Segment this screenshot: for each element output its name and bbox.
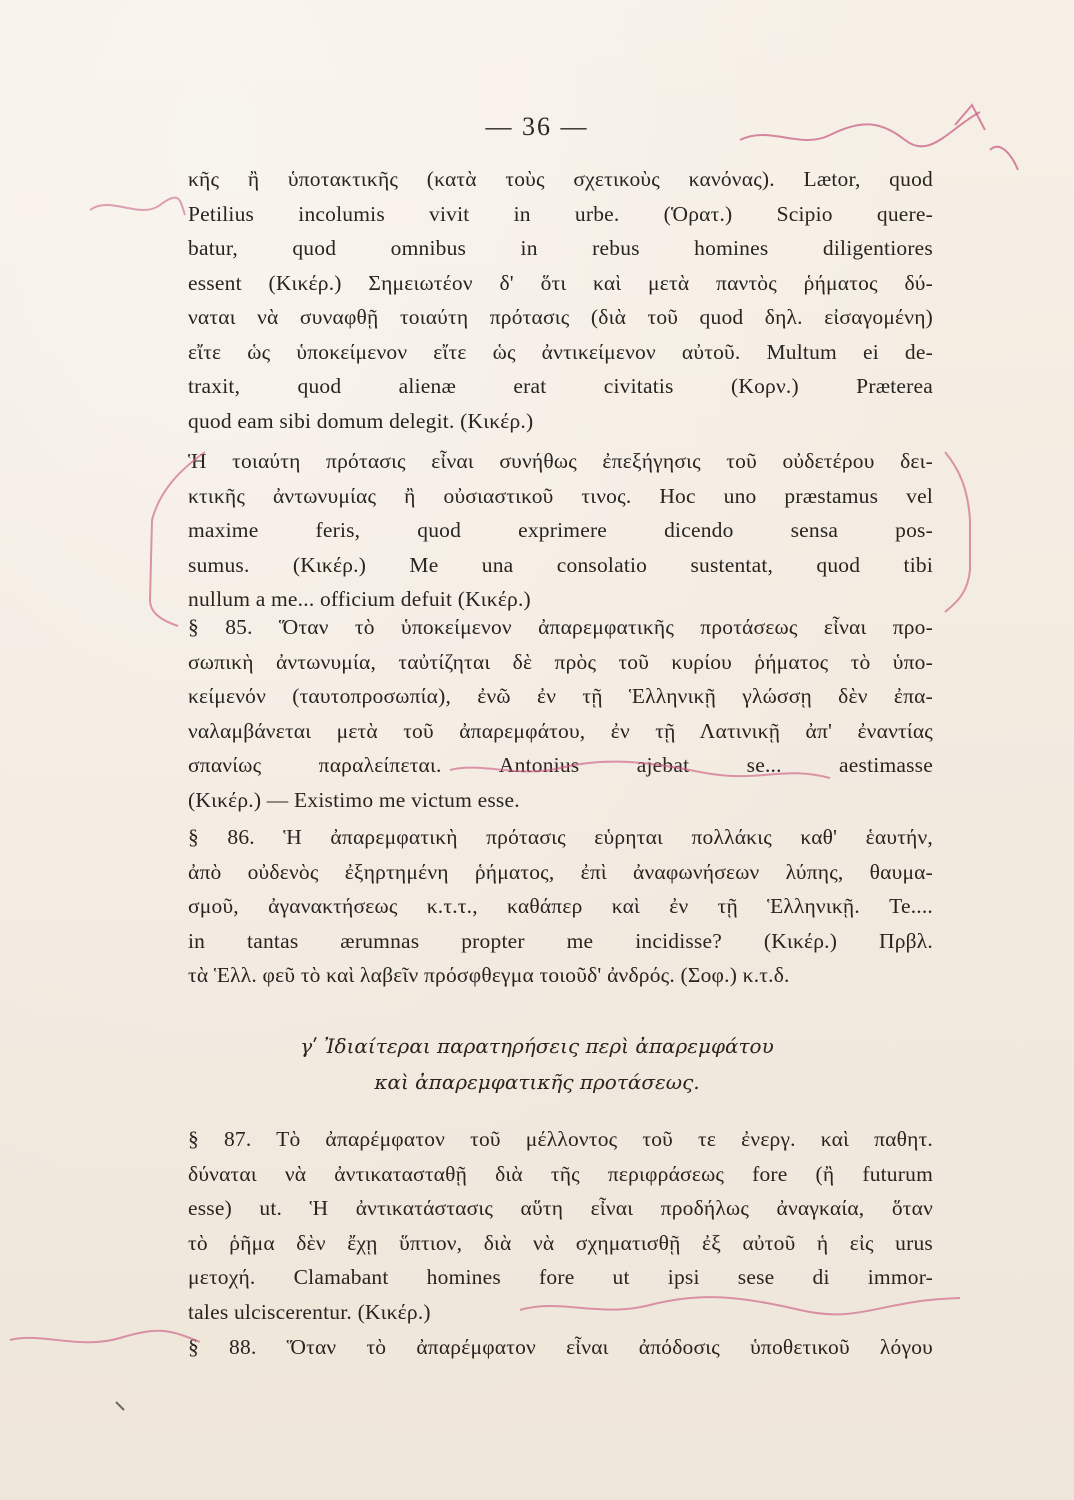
text-line: μετοχή. Clamabant homines fore ut ipsi sese di immor-	[188, 1265, 933, 1289]
text-line: esse) ut. Ἡ ἀντικατάστασις αὕτη εἶναι προδήλως ἀναγκαία, ὅταν	[188, 1196, 933, 1220]
text-line: in tantas ærumnas propter me incidisse? (Κικέρ.) Πρβλ.	[188, 928, 933, 953]
text-line: quod eam sibi domum delegit. (Κικέρ.)	[188, 408, 534, 433]
text-line: ἀπὸ οὐδενὸς ἐξηρτημένη ῥήματος, ἐπὶ ἀναφωνήσεων λύπης, θαυμα-	[188, 859, 933, 884]
text-line: τὰ Ἑλλ. φεῦ τὸ καὶ λαβεῖν πρόσφθεγμα τοιοῦδ' ἀνδρός. (Σοφ.) κ.τ.δ.	[188, 963, 790, 987]
text-line: tales ulciscerentur. (Κικέρ.)	[188, 1299, 431, 1324]
text-line: σπανίως παραλείπεται. Antonius ajebat se... aestimasse	[188, 753, 933, 777]
text-line: batur, quod omnibus in rebus homines diligentiores	[188, 236, 933, 260]
text-line: ναται νὰ συναφθῇ τοιαύτη πρότασις (διὰ τοῦ quod δηλ. εἰσαγομένη)	[188, 305, 933, 329]
text-line: traxit, quod alienæ erat civitatis (Κορν.) Præterea	[188, 374, 933, 398]
text-line: σωπικὴ ἀντωνυμία, ταὐτίζηται δὲ πρὸς τοῦ κυρίου ῥήματος τὸ ὑπο-	[188, 649, 933, 674]
text-line: essent (Κικέρ.) Σημειωτέον δ' ὅτι καὶ μετὰ παντὸς ῥήματος δύ-	[188, 270, 933, 295]
page-number: — 36 —	[485, 112, 589, 141]
text-line: ναλαμβάνεται μετὰ τοῦ ἀπαρεμφάτου, ἐν τῇ Λατινικῇ ἀπ' ἐναντίας	[188, 718, 933, 743]
text-line: δύναται νὰ ἀντικατασταθῇ διὰ τῆς περιφράσεως fore (ἢ futurum	[188, 1161, 933, 1186]
text-line: (Κικέρ.) — Existimo me victum esse.	[188, 787, 520, 812]
text-line: sumus. (Κικέρ.) Me una consolatio sustentat, quod tibi	[188, 552, 933, 577]
text-line: κείμενόν (ταυτοπροσωπία), ἐνῶ ἐν τῇ Ἑλληνικῇ γλώσσῃ δὲν ἐπα-	[188, 684, 933, 708]
text-line: τὸ ῥῆμα δὲν ἔχῃ ὕπτιον, διὰ νὰ σχηματισθῇ ἐξ αὐτοῦ ἡ εἰς urus	[188, 1230, 933, 1255]
text-line: κτικῆς ἀντωνυμίας ἢ οὐσιαστικοῦ τινος. Hoc uno præstamus vel	[188, 483, 933, 508]
text-line: σμοῦ, ἀγανακτήσεως κ.τ.τ., καθάπερ καὶ ἐν τῇ Ἑλληνικῇ. Te....	[188, 894, 933, 918]
text-line: κῆς ἢ ὑποτακτικῆς (κατὰ τοὺς σχετικοὺς κανόνας). Lætor, quod	[188, 167, 933, 191]
text-line: § 86. Ἡ ἀπαρεμφατικὴ πρότασις εὑρηται πολλάκις καθ' ἑαυτήν,	[188, 825, 933, 849]
text-line: § 88. Ὅταν τὸ ἀπαρέμφατον εἶναι ἀπόδοσις ὑποθετικοῦ λόγου	[188, 1335, 933, 1359]
text-line: nullum a me... officium defuit (Κικέρ.)	[188, 587, 531, 611]
heading-line: καὶ ἀπαρεμφατικῆς προτάσεως.	[374, 1070, 700, 1094]
text-line: § 85. Ὅταν τὸ ὑποκείμενον ἀπαρεμφατικῆς προτάσεως εἶναι προ-	[188, 615, 933, 639]
text-line: εἴτε ὡς ὑποκείμενον εἴτε ὡς ἀντικείμενον αὐτοῦ. Multum ei de-	[188, 339, 933, 364]
text-line: § 87. Τὸ ἀπαρέμφατον τοῦ μέλλοντος τοῦ τε ἐνεργ. καὶ παθητ.	[188, 1127, 933, 1151]
text-line: Petilius incolumis vivit in urbe. (Ὁρατ.) Scipio quere-	[188, 201, 933, 226]
text-line: Ἡ τοιαύτη πρότασις εἶναι συνήθως ἐπεξήγησις τοῦ οὐδετέρου δει-	[188, 449, 933, 473]
text-line: maxime feris, quod exprimere dicendo sensa pos-	[188, 518, 933, 542]
heading-line: γʹ Ἰδιαίτεραι παρατηρήσεις περὶ ἀπαρεμφάτου	[300, 1034, 774, 1058]
